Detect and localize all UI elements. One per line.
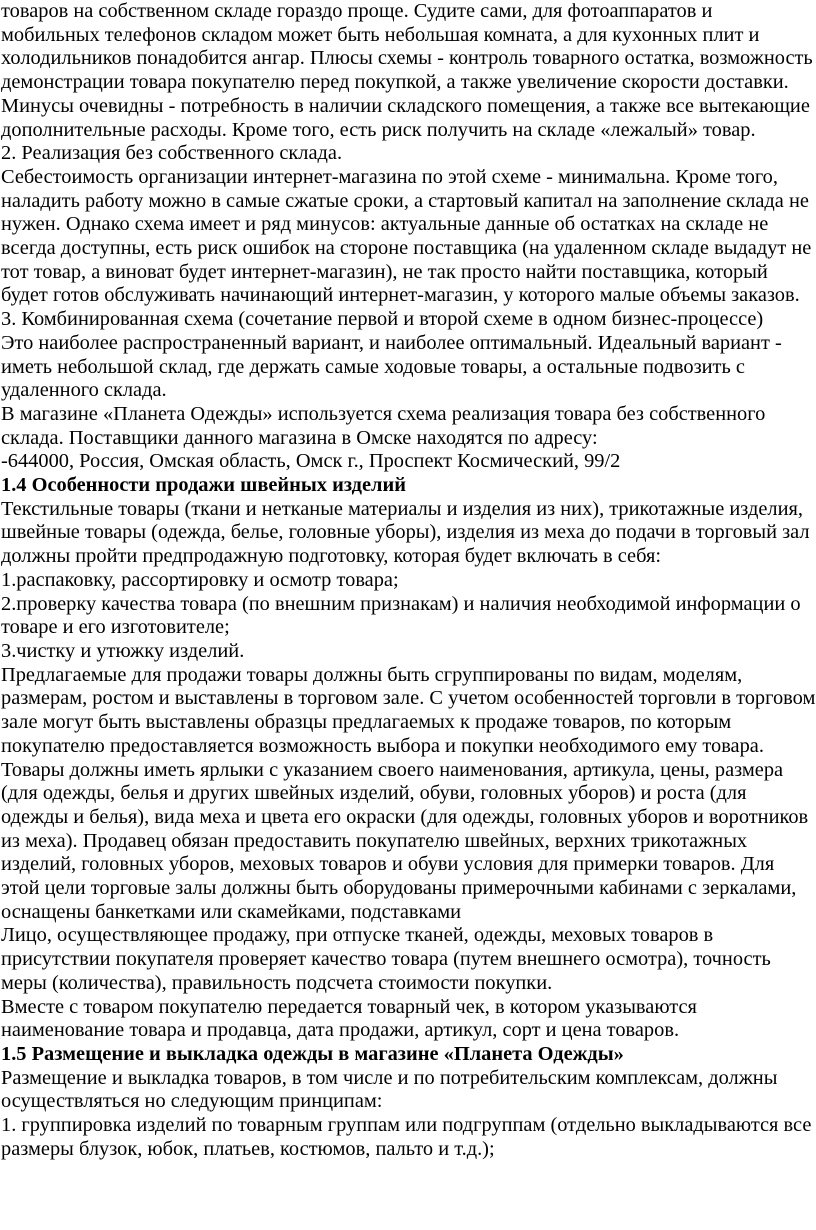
paragraph-grouping-labels: Предлагаемые для продажи товары должны быть сгруппированы по видам, моделям, размерам, ростом и выставлены в торговом зале. С учетом особенностей торговли в торговом зале могут быть выставлены образцы предлагаемых к продаже товаров, по которым покупателю предоставляется возможность выбора и покупки необходимого ему товара. Товары должны иметь ярлыки с указанием своего наименования, артикула, цены, размера (для одежды, белья и других швейных изделий, обуви, головных уборов) и роста (для одежды и белья), вида меха и цвета его окраски (для одежды, головных уборов и воротников из меха). Продавец обязан предоставить покупателю швейных, верхних трикотажных изделий, головных уборов, меховых товаров и обуви условия для примерки товаров. Для этой цели торговые залы должны быть оборудованы примерочными кабинами с зеркалами, оснащены банкетками или скамейками, подставками — [1, 663, 816, 923]
paragraph-combined-details: Это наиболее распространенный вариант, и наиболее оптимальный. Идеальный вариант - иметь небольшой склад, где держать самые ходовые товары, а остальные подвозить с удаленного склада. — [1, 331, 782, 402]
paragraph-receipt: Вместе с товаром покупателю передается товарный чек, в котором указываются наименование товара и продавца, дата продажи, артикул, сорт и цена товаров. — [1, 995, 697, 1042]
paragraph-store-scheme: В магазине «Планета Одежды» используется схема реализация товара без собственного склада. Поставщики данного магазина в Омске находятся по адресу: — [1, 402, 766, 449]
paragraph-seller-checks: Лицо, осуществляющее продажу, при отпуске тканей, одежды, меховых товаров в присутствии покупателя проверяет качество товара (путем внешнего осмотра), точность меры (количества), правильность подсчета стоимости покупки. — [1, 924, 771, 994]
list-item-cleaning: 3.чистку и утюжку изделий. — [1, 639, 245, 662]
paragraph-presale-prep: Текстильные товары (ткани и нетканые материалы и изделия из них), трикотажные изделия, швейные товары (одежда, белье, головные уборы), изделия из меха до подачи в торговый зал должны пройти предпродажную подготовку, которая будет включать в себя: — [1, 497, 810, 568]
list-item-no-warehouse: 2. Реализация без собственного склада. — [1, 142, 343, 165]
paragraph-no-warehouse-details: Себестоимость организации интернет-магазина по этой схеме - минимальна. Кроме того, наладить работу можно в самые сжатые сроки, а стартовый капитал на заполнение склада не нужен. Однако схема имеет и ряд минусов: актуальные данные об остатках на складе не всегда доступны, есть риск ошибок на стороне поставщика (на удаленном складе выдадут не тот товар, а виноват будет интернет-магазин), не так просто найти поставщика, который будет готов обслуживать начинающий интернет-магазин, у которого малые объемы заказов. — [1, 165, 812, 307]
section-heading-1-4: 1.4 Особенности продажи швейных изделий — [1, 474, 406, 497]
paragraph-supplier-address: -644000, Россия, Омская область, Омск г., Проспект Космический, 99/2 — [1, 450, 621, 473]
list-item-combined-scheme: 3. Комбинированная схема (сочетание первой и второй схеме в одном бизнес-процессе) — [1, 308, 764, 331]
section-heading-1-5: 1.5 Размещение и выкладка одежды в магазине «Планета Одежды» — [1, 1042, 624, 1065]
paragraph-warehouse-pros-cons: товаров на собственном складе гораздо проще. Судите сами, для фотоаппаратов и мобильных телефонов складом может быть небольшая комната, а для кухонных плит и холодильников понадобится ангар. Плюсы схемы - контроль товарного остатка, возможность демонстрации товара покупателю перед покупкой, а также увеличение скорости доставки. Минусы очевидны - потребность в наличии складского помещения, а также все вытекающие дополнительные расходы. Кроме того, есть риск получить на складе «лежалый» товар. — [1, 0, 813, 141]
list-item-quality-check: 2.проверку качества товара (по внешним признакам) и наличия необходимой информации о товаре и его изготовителе; — [1, 592, 801, 639]
list-item-grouping: 1. группировка изделий по товарным группам или подгруппам (отдельно выкладываются все размеры блузок, юбок, платьев, костюмов, пальто и т.д.); — [1, 1114, 812, 1160]
paragraph-placement-principles: Размещение и выкладка товаров, в том числе и по потребительским комплексам, должны осуществляться но следующим принципам: — [1, 1066, 778, 1113]
list-item-unpacking: 1.распаковку, рассортировку и осмотр товара; — [1, 568, 399, 591]
